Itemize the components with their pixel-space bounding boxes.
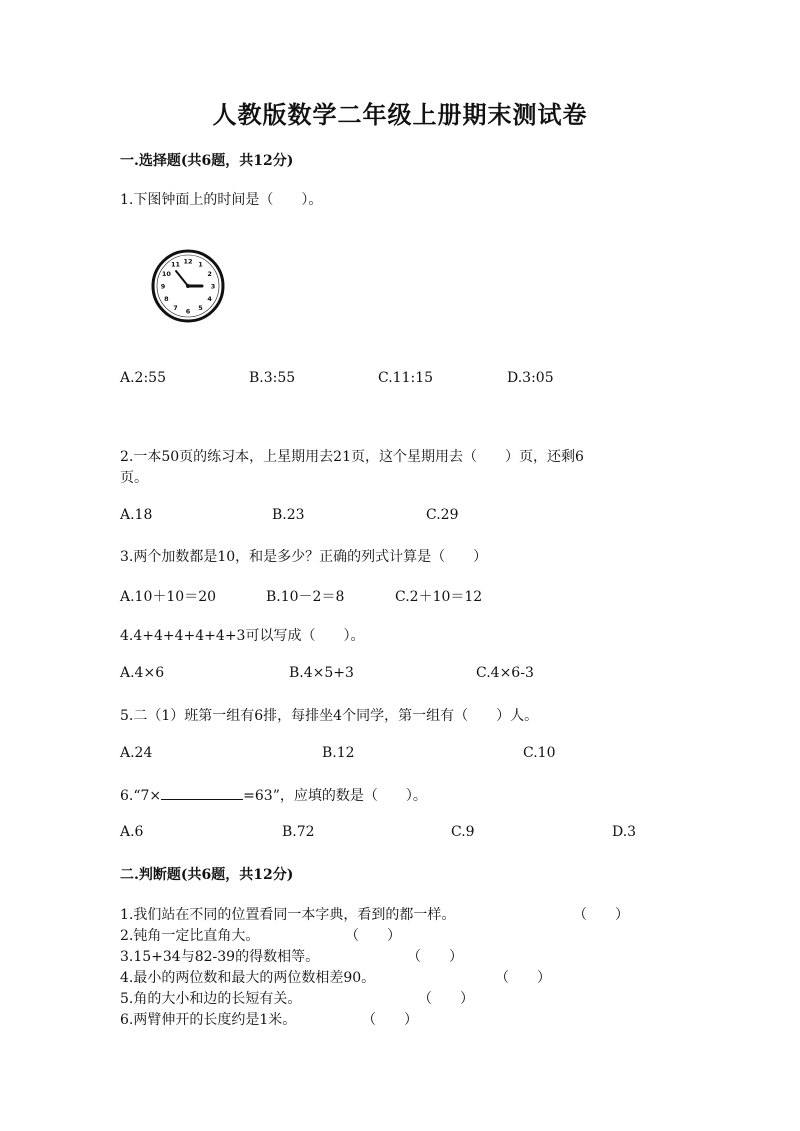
question-6 — [120, 785, 427, 805]
q1-option-c: C.11:15 — [378, 370, 434, 386]
judge-paren-3: （ ） — [407, 949, 463, 965]
q5-option-a: A.24 — [120, 745, 153, 761]
q3-option-b: B.10－2＝8 — [266, 589, 345, 605]
q4-option-c: C.4×6-3 — [476, 665, 534, 681]
q6-option-a: A.6 — [120, 824, 144, 840]
clock-numeral: 2 — [207, 269, 212, 278]
q4-option-b: B.4×5+3 — [289, 665, 354, 681]
q1-option-b: B.3:55 — [249, 370, 296, 386]
clock-numeral: 11 — [170, 260, 181, 269]
judge-item-6: 6.两臂伸开的长度约是1米。 — [120, 1012, 297, 1028]
q2-option-b: B.23 — [272, 507, 305, 523]
q5-option-b: B.12 — [322, 745, 355, 761]
judge-paren-2: （ ） — [345, 928, 401, 944]
clock-numeral: 6 — [185, 307, 191, 316]
judge-paren-5: （ ） — [418, 991, 474, 1007]
clock-numeral: 9 — [160, 282, 166, 291]
judge-item-1: 1.我们站在不同的位置看同一本字典，看到的都一样。 — [120, 907, 456, 923]
clock-numeral: 5 — [198, 303, 203, 312]
section-heading-judge: 二.判断题(共6题，共12分) — [120, 867, 294, 883]
clock-numeral: 10 — [161, 269, 171, 278]
question-6-prefix: 6.“7× — [120, 788, 162, 804]
q3-option-a: A.10＋10＝20 — [120, 589, 217, 605]
question-1: 1.下图钟面上的时间是（ ）。 — [120, 192, 323, 208]
question-4: 4.4+4+4+4+4+3可以写成（ ）。 — [120, 628, 365, 644]
q1-option-a: A.2:55 — [120, 370, 166, 386]
q6-option-b: B.72 — [282, 824, 315, 840]
clock-numeral: 8 — [164, 294, 169, 303]
clock-numeral: 12 — [183, 257, 193, 266]
q3-option-c: C.2＋10＝12 — [395, 589, 483, 605]
question-2-line-2: 页。 — [120, 470, 148, 486]
q6-option-d: D.3 — [612, 824, 637, 840]
fill-in-blank — [161, 785, 243, 800]
q2-option-c: C.29 — [426, 507, 459, 523]
clock-numeral: 1 — [198, 260, 203, 269]
judge-paren-1: （ ） — [573, 907, 629, 923]
page-title: 人教版数学二年级上册期末测试卷 — [212, 100, 588, 129]
section-heading-choice: 一.选择题(共6题，共12分) — [120, 153, 294, 169]
clock-numeral: 3 — [210, 282, 216, 291]
judge-item-5: 5.角的大小和边的长短有关。 — [120, 991, 302, 1007]
clock-numeral: 7 — [173, 303, 178, 312]
q5-option-c: C.10 — [523, 745, 556, 761]
judge-item-2: 2.钝角一定比直角大。 — [120, 928, 260, 944]
clock-icon — [150, 248, 226, 324]
clock-numeral: 4 — [207, 294, 212, 303]
judge-item-4: 4.最小的两位数和最大的两位数相差90。 — [120, 970, 376, 986]
q6-option-c: C.9 — [451, 824, 475, 840]
q1-option-d: D.3:05 — [507, 370, 554, 386]
question-2-line-1: 2.一本50页的练习本，上星期用去21页，这个星期用去（ ）页，还剩6 — [120, 449, 584, 465]
question-3: 3.两个加数都是10，和是多少？正确的列式计算是（ ） — [120, 549, 488, 565]
q2-option-a: A.18 — [120, 507, 153, 523]
judge-paren-4: （ ） — [495, 970, 551, 986]
q4-option-a: A.4×6 — [120, 665, 165, 681]
judge-paren-6: （ ） — [362, 1012, 418, 1028]
judge-item-3: 3.15+34与82-39的得数相等。 — [120, 949, 320, 965]
question-5: 5.二（1）班第一组有6排，每排坐4个同学，第一组有（ ）人。 — [120, 708, 539, 724]
question-6-suffix: =63”，应填的数是（ ）。 — [243, 788, 427, 804]
